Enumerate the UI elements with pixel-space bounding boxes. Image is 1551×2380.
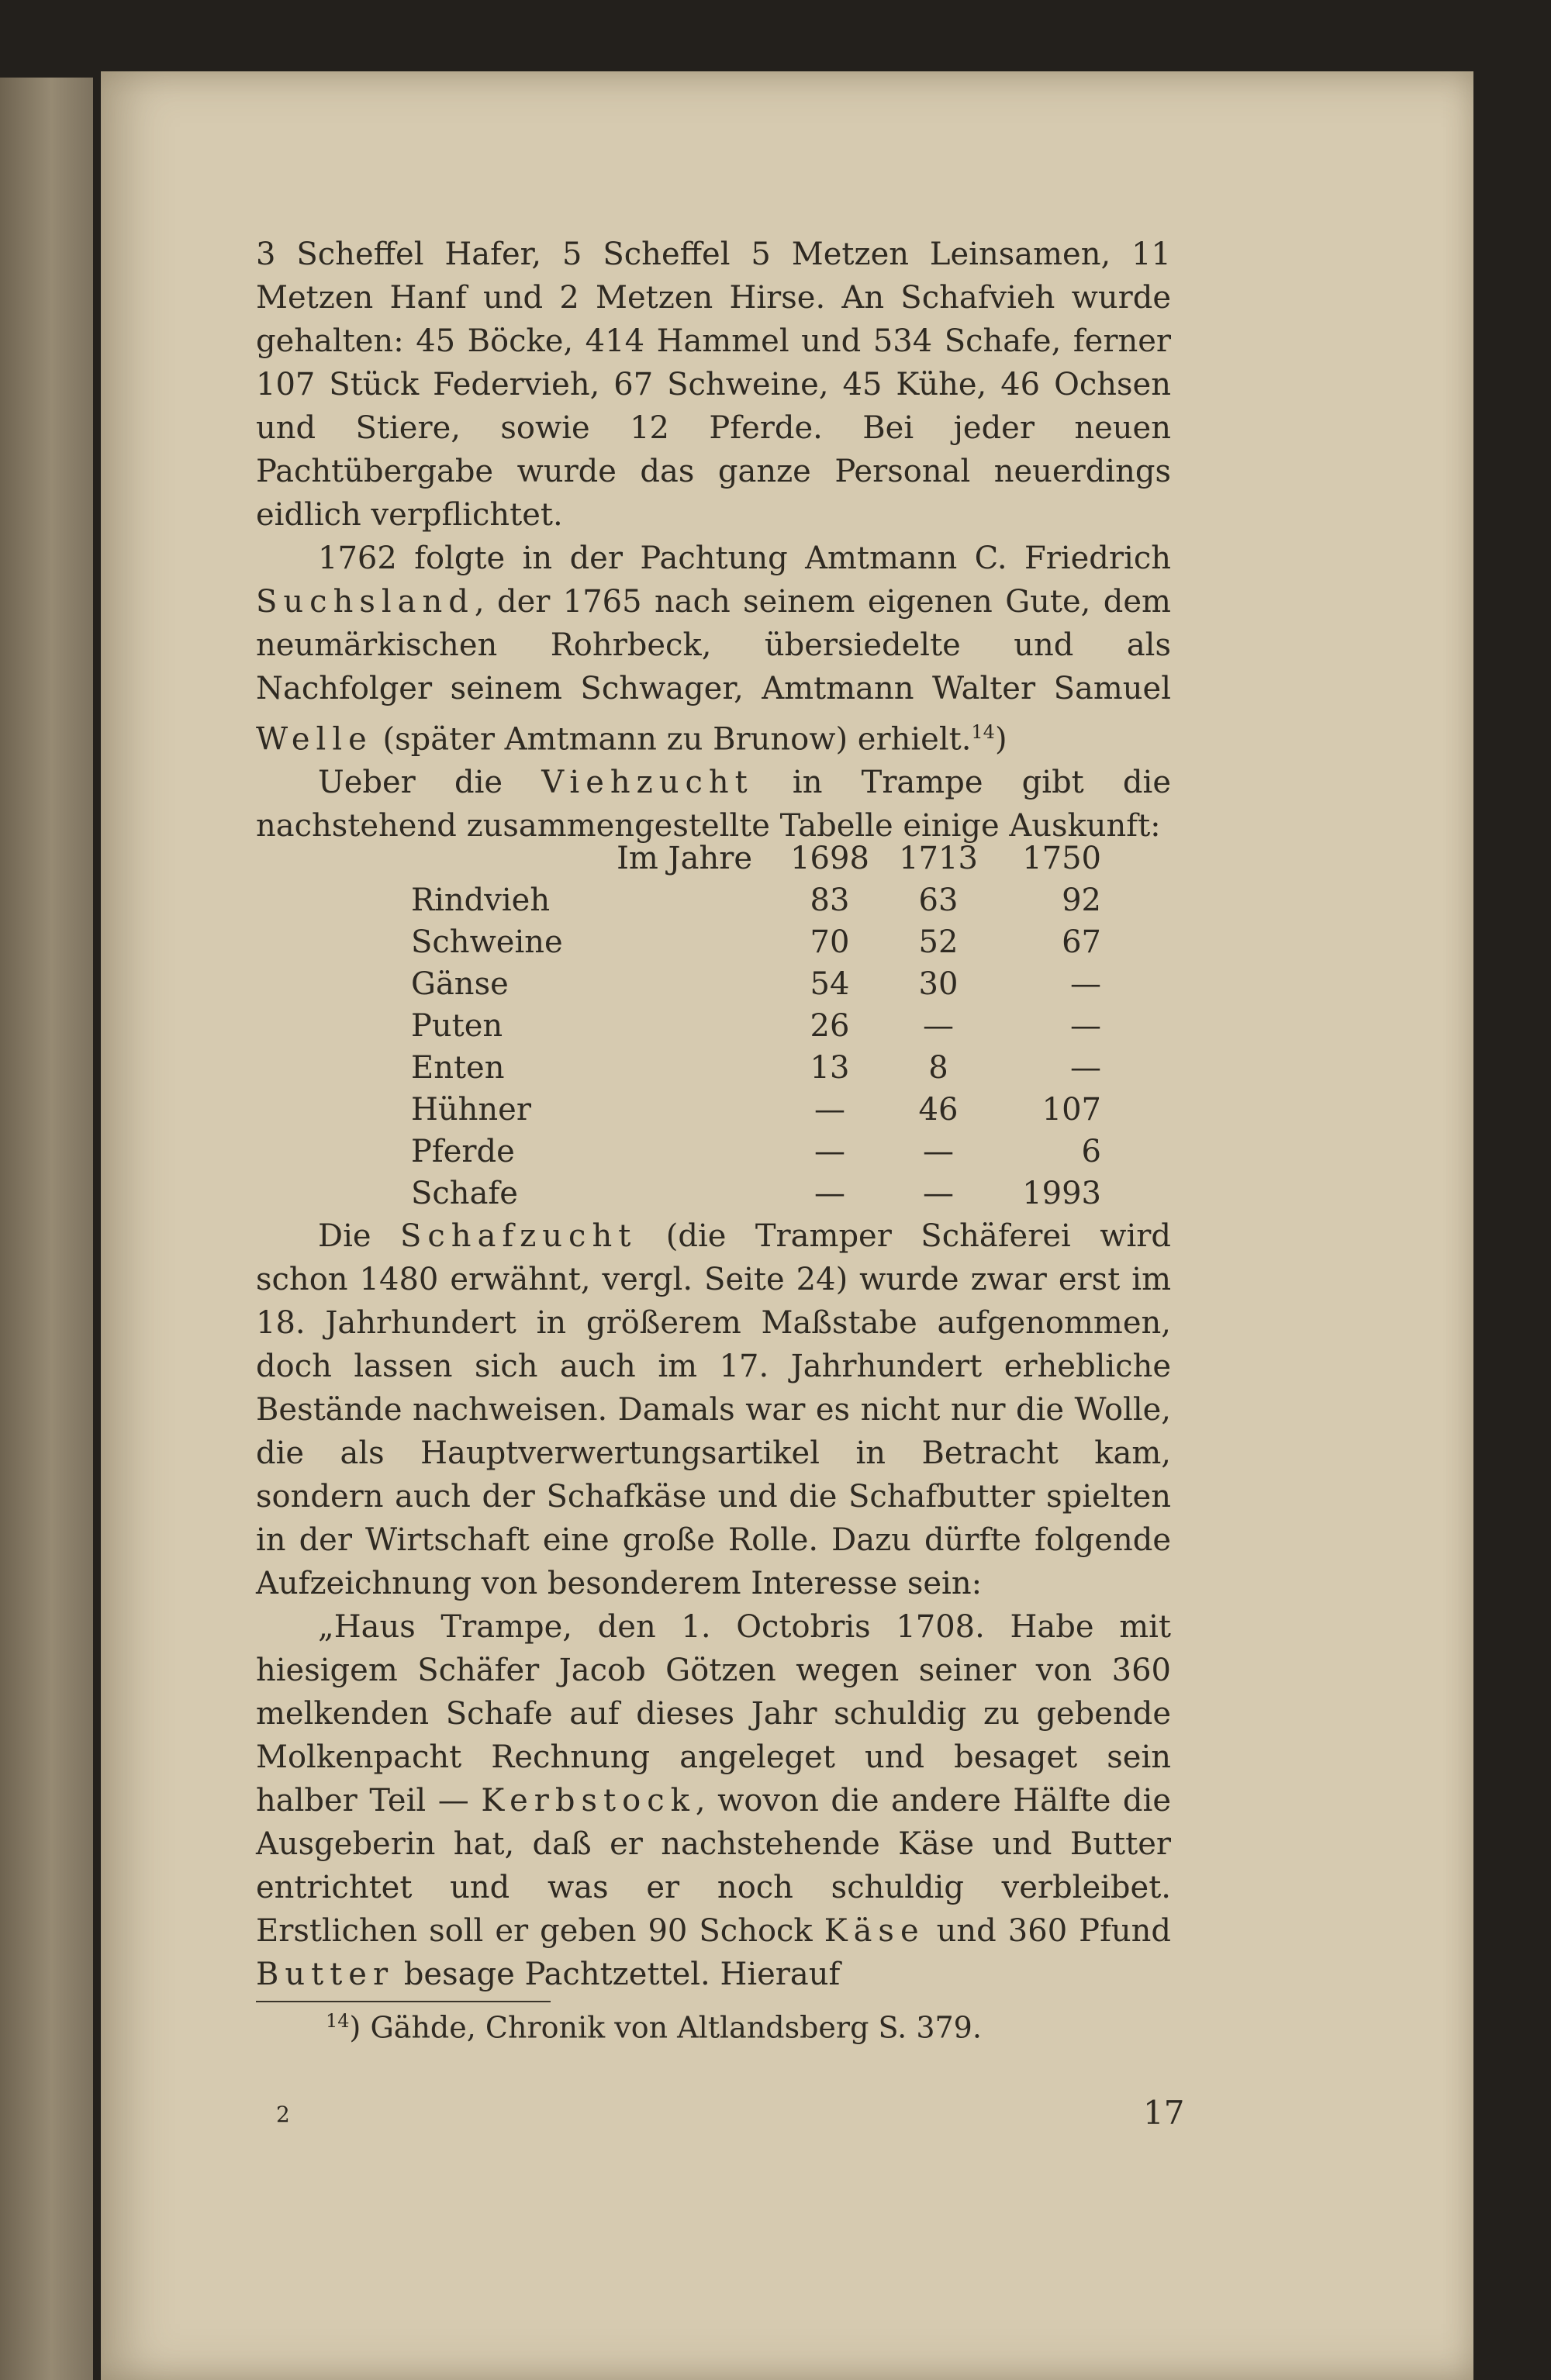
table-row xyxy=(411,1005,1101,1047)
row-label: Rindvieh xyxy=(411,883,551,918)
lower-text xyxy=(256,1214,1171,1996)
table-row xyxy=(411,921,1101,963)
vieh-text-2: in Trampe gibt die nachstehend zusammengestellte Tabelle einige Auskunft: xyxy=(256,765,1172,845)
cell: — xyxy=(814,1092,845,1128)
table-header-row xyxy=(411,838,1101,879)
footnote-text: ) Gähde, Chronik von Altlandsberg S. 379. xyxy=(349,2010,982,2045)
name-welle: Welle xyxy=(256,721,373,758)
footnote-divider xyxy=(256,2001,551,2002)
cell: 63 xyxy=(918,883,959,918)
lease-text-2: , der 1765 nach seinem eigenen Gute, dem neumärkischen Rohrbeck, übersiedelte und als Nachfolger seinem Schwager, Amtmann Walter Samuel xyxy=(256,584,1171,706)
row-label: Schweine xyxy=(411,924,563,960)
term-kerbstock: Kerbstock xyxy=(481,1783,696,1819)
cell: — xyxy=(923,1134,954,1169)
lease-text-1: 1762 folgte in der Pachtung Amtmann C. Friedrich xyxy=(318,541,1171,576)
cell: 67 xyxy=(1062,924,1101,960)
cell: 1993 xyxy=(1022,1176,1101,1211)
signature-mark: 2 xyxy=(276,2102,290,2127)
cell: 54 xyxy=(810,966,850,1002)
row-label: Gänse xyxy=(411,966,509,1002)
cell: 13 xyxy=(810,1050,850,1086)
cell: 70 xyxy=(810,924,850,960)
cell: 107 xyxy=(1041,1092,1101,1128)
table-row xyxy=(411,1089,1101,1131)
header-1698: 1698 xyxy=(790,841,869,876)
row-label: Enten xyxy=(411,1050,505,1086)
livestock-table xyxy=(411,838,1101,1214)
cell: 8 xyxy=(928,1050,948,1086)
cell: — xyxy=(1070,1008,1101,1044)
name-suchsland: Suchsland xyxy=(256,584,475,620)
vieh-text-1: Ueber die xyxy=(318,765,503,801)
row-label: Pferde xyxy=(411,1134,515,1169)
term-butter: Butter xyxy=(256,1957,395,1992)
cell: 26 xyxy=(810,1008,850,1044)
row-label: Puten xyxy=(411,1008,503,1044)
paragraph-livestock: 3 Scheffel Hafer, 5 Scheffel 5 Metzen Leinsamen, 11 Metzen Hanf und 2 Metzen Hirse. An Schafvieh wurde gehalten: 45 Böcke, 414 Hammel und 534 Schafe, ferner 107 Stück Federvieh, 67 Schweine, 45 Kühe, 46 Ochsen und Stiere, sowie 12 Pferde. Bei jeder neuen Pachtübergabe wurde das ganze Personal neuerdings eidlich verpflichtet. xyxy=(256,237,1171,533)
cell: — xyxy=(814,1134,845,1169)
paragraph-schafzucht xyxy=(256,1214,1171,1605)
term-kaese: Käse xyxy=(824,1913,925,1949)
cell: — xyxy=(1070,966,1101,1002)
cell: 52 xyxy=(918,924,959,960)
header-1713: 1713 xyxy=(899,841,978,876)
table-row xyxy=(411,963,1101,1005)
cell: — xyxy=(923,1008,954,1044)
paragraph-lease xyxy=(256,537,1171,761)
page-number: 17 xyxy=(1143,2094,1185,2132)
term-schafzucht: Schafzucht xyxy=(400,1218,637,1254)
header-year-label: Im Jahre xyxy=(617,841,752,876)
row-label: Schafe xyxy=(411,1176,518,1211)
left-page-edge xyxy=(0,78,93,2380)
cell: — xyxy=(923,1176,954,1211)
cell: 83 xyxy=(810,883,850,918)
row-label: Hühner xyxy=(411,1092,531,1128)
quote-text-3: und 360 Pfund xyxy=(924,1913,1172,1949)
cell: — xyxy=(1070,1050,1101,1086)
footnote xyxy=(326,2010,982,2045)
quote-text-2: , wovon die andere Hälfte die Ausgeberin hat, daß er nachstehende Käse und Butter entrichtet und was er noch schuldig verbleibet. Erstlichen soll er geben 90 Schock xyxy=(256,1783,1171,1949)
lease-text-4: ) xyxy=(994,721,1007,758)
cell: 6 xyxy=(1081,1134,1101,1169)
livestock-table-block xyxy=(256,838,1171,1214)
table-row xyxy=(411,879,1101,921)
cell: 46 xyxy=(918,1092,959,1128)
footnote-ref: 14 xyxy=(971,721,995,743)
schaf-text-2: (die Tramper Schäferei wird schon 1480 erwähnt, vergl. Seite 24) wurde zwar erst im 18. Jahrhundert in größerem Maßstabe aufgenommen, doch lassen sich auch im 17. Jahrhundert erhebliche Bestände nachweisen. Damals war es nicht nur die Wolle, die als Hauptverwertungsartikel in Betracht kam, sondern auch der Schafkäse und die Schafbutter spielten in der Wirtschaft eine große Rolle. Dazu dürfte folgende Aufzeichnung von besonderem Interesse sein: xyxy=(256,1218,1171,1601)
cell: — xyxy=(814,1176,845,1211)
lease-text-3: (später Amtmann zu Brunow) erhielt. xyxy=(372,721,972,758)
paragraph-quote xyxy=(256,1605,1171,1996)
quote-text-1: „Haus Trampe, den 1. Octobris 1708. Habe mit hiesigem Schäfer Jacob Götzen wegen seiner von 360 melkenden Schafe auf dieses Jahr schuldig zu gebende Molkenpacht Rechnung angeleget und besaget sein halber Teil — xyxy=(256,1609,1171,1819)
header-1750: 1750 xyxy=(1022,841,1101,876)
paragraph-viehzucht xyxy=(256,761,1171,848)
quote-text-4: besage Pachtzettel. Hierauf xyxy=(394,1957,841,1992)
schaf-text-1: Die xyxy=(318,1218,371,1254)
upper-text xyxy=(256,233,1171,848)
cell: 92 xyxy=(1062,883,1101,918)
cell: 30 xyxy=(918,966,959,1002)
table-row xyxy=(411,1173,1101,1214)
table-row xyxy=(411,1131,1101,1173)
table-row xyxy=(411,1047,1101,1089)
footnote-mark: 14 xyxy=(326,2010,350,2032)
term-viehzucht: Viehzucht xyxy=(541,765,754,801)
